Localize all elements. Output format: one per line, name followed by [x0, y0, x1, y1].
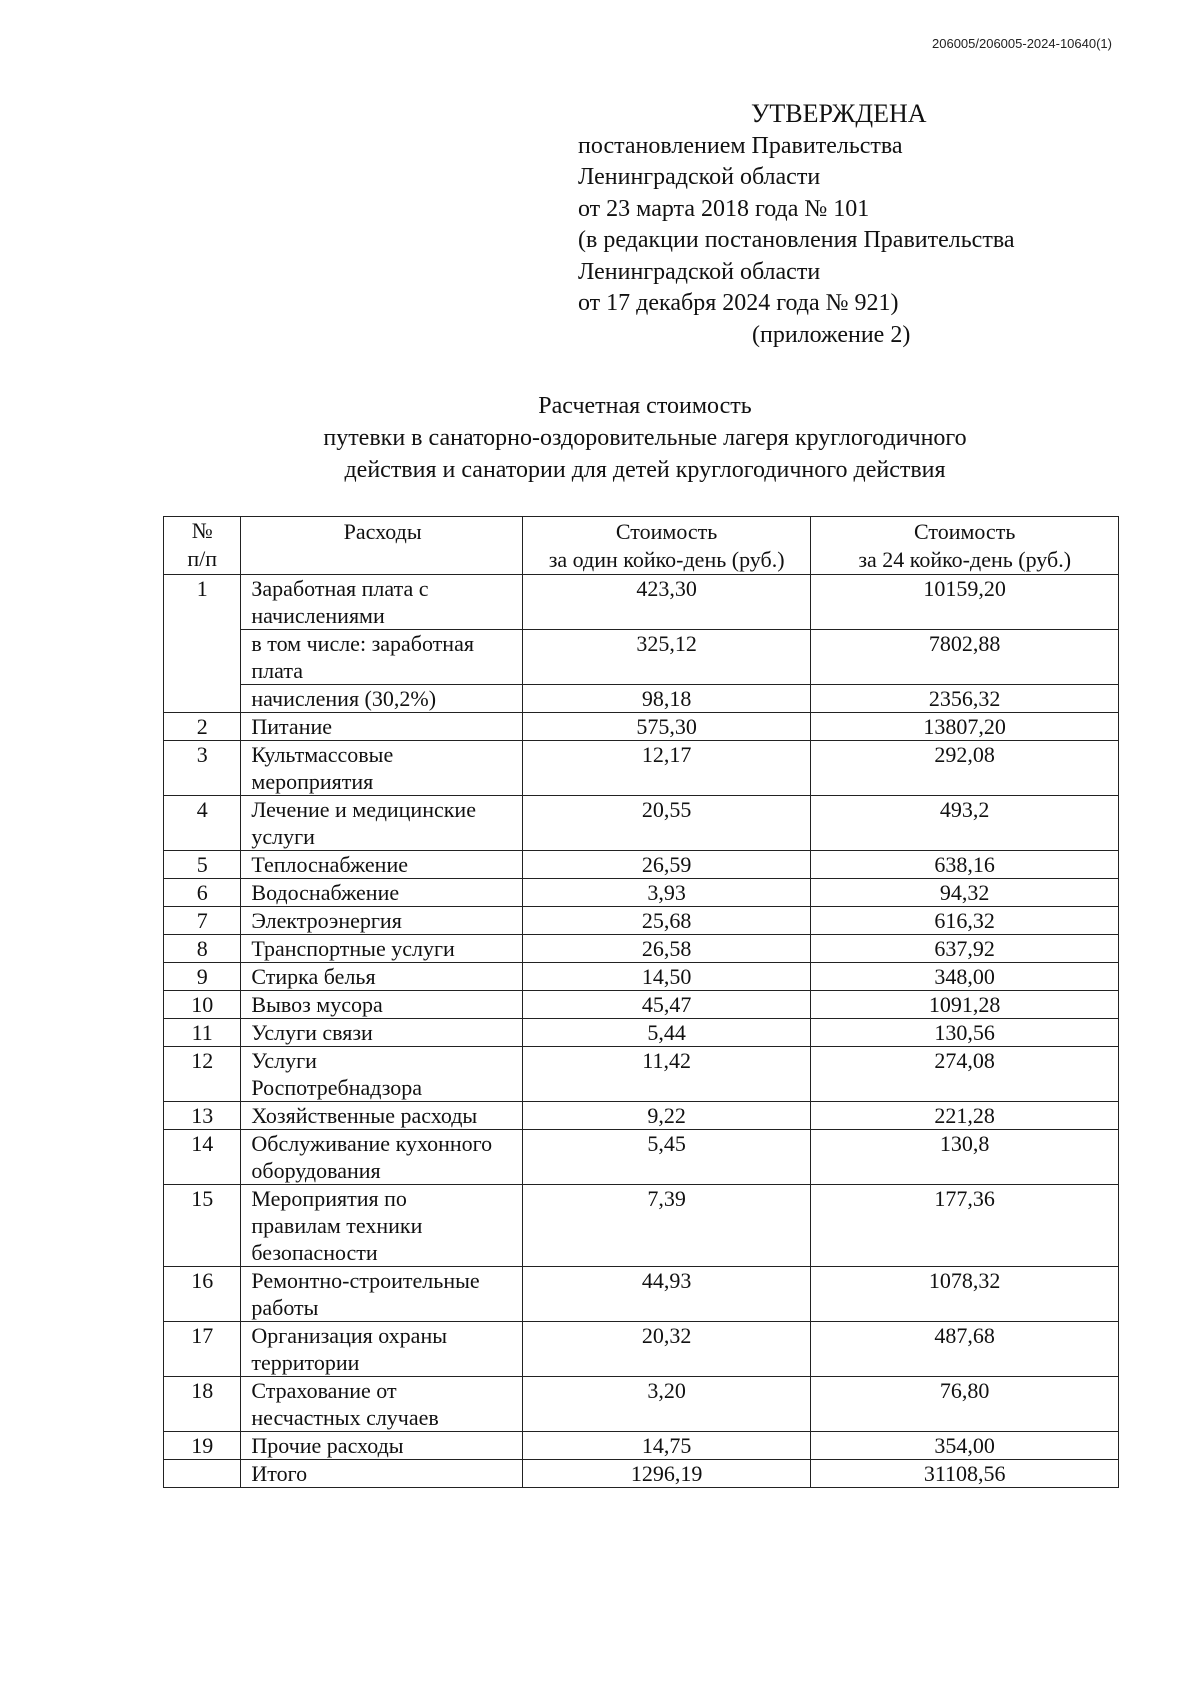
- row-name-text: Питание: [251, 714, 333, 739]
- row-num: 6: [164, 879, 241, 907]
- row-cost-day: 3,20: [522, 1377, 811, 1432]
- row-cost-total: 348,00: [811, 963, 1119, 991]
- row-name: [241, 713, 522, 741]
- table-row: [164, 1267, 1119, 1322]
- table-row: [164, 851, 1119, 879]
- approval-line: Ленинградской области: [578, 164, 821, 190]
- row-num: 9: [164, 963, 241, 991]
- row-cost-day: 423,30: [522, 575, 811, 630]
- row-name: [241, 1185, 522, 1267]
- row-name-text: Ремонтно-строительные работы: [251, 1268, 480, 1320]
- row-cost-day: 575,30: [522, 713, 811, 741]
- approval-line: от 17 декабря 2024 года № 921): [578, 290, 899, 316]
- row-name-text: Электроэнергия: [251, 908, 402, 933]
- header-cost-per-day-line1: Стоимость: [615, 519, 718, 544]
- table-row: [164, 991, 1119, 1019]
- row-num: 16: [164, 1267, 241, 1322]
- row-num: 14: [164, 1130, 241, 1185]
- table-row: [164, 879, 1119, 907]
- row-num: 2: [164, 713, 241, 741]
- row-name: начисления (30,2%): [241, 685, 522, 713]
- row-name: [241, 991, 522, 1019]
- row-cost-day: 325,12: [522, 630, 811, 685]
- row-cost-day: 14,50: [522, 963, 811, 991]
- row-name: [241, 963, 522, 991]
- row-cost-day: 12,17: [522, 741, 811, 796]
- cost-table: [163, 516, 1119, 1488]
- document-title: [150, 390, 1140, 486]
- row-name: [241, 907, 522, 935]
- header-cost-24-line1: Стоимость: [913, 519, 1016, 544]
- row-name-text: Прочие расходы: [251, 1433, 404, 1458]
- row-num: 13: [164, 1102, 241, 1130]
- row-num: 12: [164, 1047, 241, 1102]
- approval-line: Ленинградской области: [578, 258, 821, 285]
- row-name: [241, 741, 522, 796]
- row-name-text: Вывоз мусора: [251, 992, 383, 1017]
- row-cost-total: 7802,88: [811, 630, 1119, 685]
- row-cost-day: 14,75: [522, 1432, 811, 1460]
- row-name: [241, 935, 522, 963]
- row-name: [241, 1102, 522, 1130]
- row-name-text: Мероприятия по правилам техники безопасности: [251, 1186, 423, 1265]
- table-row: [164, 713, 1119, 741]
- row-num: 19: [164, 1432, 241, 1460]
- row-name: [241, 1432, 522, 1460]
- table-row: [164, 935, 1119, 963]
- row-cost-total: 292,08: [811, 741, 1119, 796]
- table-row: [164, 630, 1119, 685]
- row-cost-total: 638,16: [811, 851, 1119, 879]
- row-cost-day: 20,55: [522, 796, 811, 851]
- row-name-text: Обслуживание кухонного оборудования: [251, 1131, 493, 1183]
- table-body: [164, 575, 1119, 1488]
- table-row: [164, 1185, 1119, 1267]
- approval-line: от 23 марта 2018 года № 101: [578, 195, 870, 222]
- row-cost-day: 26,58: [522, 935, 811, 963]
- row-cost-day: 25,68: [522, 907, 811, 935]
- row-name: [241, 851, 522, 879]
- row-cost-total: 76,80: [811, 1377, 1119, 1432]
- row-name-text: Теплоснабжение: [251, 852, 408, 877]
- row-name: [241, 1322, 522, 1377]
- row-cost-day: 5,44: [522, 1019, 811, 1047]
- row-cost-total: 13807,20: [811, 713, 1119, 741]
- row-name-text: Услуги Роспотребнадзора: [251, 1048, 423, 1100]
- row-cost-total: 177,36: [811, 1185, 1119, 1267]
- row-cost-total: 130,8: [811, 1130, 1119, 1185]
- row-cost-total: 2356,32: [811, 685, 1119, 713]
- header-num-line2: п/п: [187, 546, 218, 571]
- row-num: 3: [164, 741, 241, 796]
- row-cost-total: 637,92: [811, 935, 1119, 963]
- row-name-text: Водоснабжение: [251, 880, 400, 905]
- row-num: 15: [164, 1185, 241, 1267]
- table-row: [164, 1102, 1119, 1130]
- row-name: [241, 1377, 522, 1432]
- row-cost-total: 221,28: [811, 1102, 1119, 1130]
- row-num: 8: [164, 935, 241, 963]
- row-num: 18: [164, 1377, 241, 1432]
- row-name: [241, 1130, 522, 1185]
- row-name-text: Страхование от несчастных случаев: [251, 1378, 439, 1430]
- row-cost-day: 44,93: [522, 1267, 811, 1322]
- table-row: [164, 1432, 1119, 1460]
- approval-appendix: (приложение 2): [752, 321, 911, 348]
- table-row: [164, 1322, 1119, 1377]
- row-cost-total: 10159,20: [811, 575, 1119, 630]
- row-name-text: Услуги связи: [251, 1020, 373, 1045]
- table-row: [164, 1019, 1119, 1047]
- header-expenses: [241, 517, 522, 575]
- row-cost-total: 354,00: [811, 1432, 1119, 1460]
- approval-line: (в редакции постановления Правительства: [578, 227, 1015, 253]
- row-cost-day: 98,18: [522, 685, 811, 713]
- row-name: [241, 1047, 522, 1102]
- table-row: [164, 1047, 1119, 1102]
- title-line: действия и санатории для детей круглогодичного действия: [344, 457, 946, 483]
- row-cost-day: 1296,19: [522, 1460, 811, 1488]
- table-row: [164, 1377, 1119, 1432]
- approval-heading: УТВЕРЖДЕНА: [751, 99, 927, 128]
- table-row: [164, 575, 1119, 630]
- row-name-text: Транспортные услуги: [251, 936, 455, 961]
- row-name: [241, 1460, 522, 1488]
- header-num: [164, 517, 241, 575]
- row-name: [241, 879, 522, 907]
- approval-line: постановлением Правительства: [578, 132, 903, 159]
- row-num: 17: [164, 1322, 241, 1377]
- row-num: 11: [164, 1019, 241, 1047]
- row-cost-day: 20,32: [522, 1322, 811, 1377]
- row-cost-day: 11,42: [522, 1047, 811, 1102]
- header-cost-per-day-line2: за один койко-день (руб.): [548, 547, 785, 572]
- row-cost-total: 130,56: [811, 1019, 1119, 1047]
- row-name: [241, 796, 522, 851]
- table-row: [164, 963, 1119, 991]
- row-name-text: Культмассовые мероприятия: [251, 742, 394, 794]
- row-num: 7: [164, 907, 241, 935]
- row-name-text: в том числе: заработная плата: [251, 631, 474, 683]
- header-cost-per-day: [522, 517, 811, 575]
- row-num: 10: [164, 991, 241, 1019]
- title-line: Расчетная стоимость: [538, 393, 752, 419]
- header-expenses-label: Расходы: [343, 519, 422, 544]
- row-name: [241, 1019, 522, 1047]
- row-name-text: Организация охраны территории: [251, 1323, 448, 1375]
- row-num: 1: [164, 575, 241, 713]
- row-num: 5: [164, 851, 241, 879]
- row-cost-day: 7,39: [522, 1185, 811, 1267]
- row-name-text: Итого: [251, 1461, 308, 1486]
- header-cost-24-line2: за 24 койко-день (руб.): [858, 547, 1072, 572]
- row-cost-total: 274,08: [811, 1047, 1119, 1102]
- row-name: [241, 630, 522, 685]
- table-row: [164, 1130, 1119, 1185]
- table-row: [164, 1460, 1119, 1488]
- row-cost-total: 94,32: [811, 879, 1119, 907]
- row-name-text: Заработная плата с начислениями: [251, 576, 429, 628]
- title-line: путевки в санаторно-оздоровительные лагеря круглогодичного: [323, 425, 967, 451]
- row-name: [241, 575, 522, 630]
- row-cost-total: 1078,32: [811, 1267, 1119, 1322]
- header-cost-24-days: [811, 517, 1119, 575]
- table-row: [164, 796, 1119, 851]
- table-header-row: [164, 517, 1119, 575]
- row-name-text: Хозяйственные расходы: [251, 1103, 478, 1128]
- table-row: [164, 741, 1119, 796]
- row-num: 4: [164, 796, 241, 851]
- row-cost-total: 31108,56: [811, 1460, 1119, 1488]
- row-cost-total: 487,68: [811, 1322, 1119, 1377]
- row-cost-day: 3,93: [522, 879, 811, 907]
- row-num: [164, 1460, 241, 1488]
- table-row: [164, 685, 1119, 713]
- row-cost-total: 616,32: [811, 907, 1119, 935]
- row-name-text: Стирка белья: [251, 964, 376, 989]
- row-cost-day: 9,22: [522, 1102, 811, 1130]
- row-name: [241, 1267, 522, 1322]
- row-name-text: Лечение и медицинские услуги: [251, 797, 476, 849]
- row-cost-day: 45,47: [522, 991, 811, 1019]
- row-cost-total: 1091,28: [811, 991, 1119, 1019]
- document-id-stamp: 206005/206005-2024-10640(1): [932, 36, 1112, 51]
- row-cost-day: 26,59: [522, 851, 811, 879]
- approval-block: [578, 98, 1015, 351]
- header-num-line1: №: [191, 518, 213, 543]
- row-cost-total: 493,2: [811, 796, 1119, 851]
- row-cost-day: 5,45: [522, 1130, 811, 1185]
- table-row: [164, 907, 1119, 935]
